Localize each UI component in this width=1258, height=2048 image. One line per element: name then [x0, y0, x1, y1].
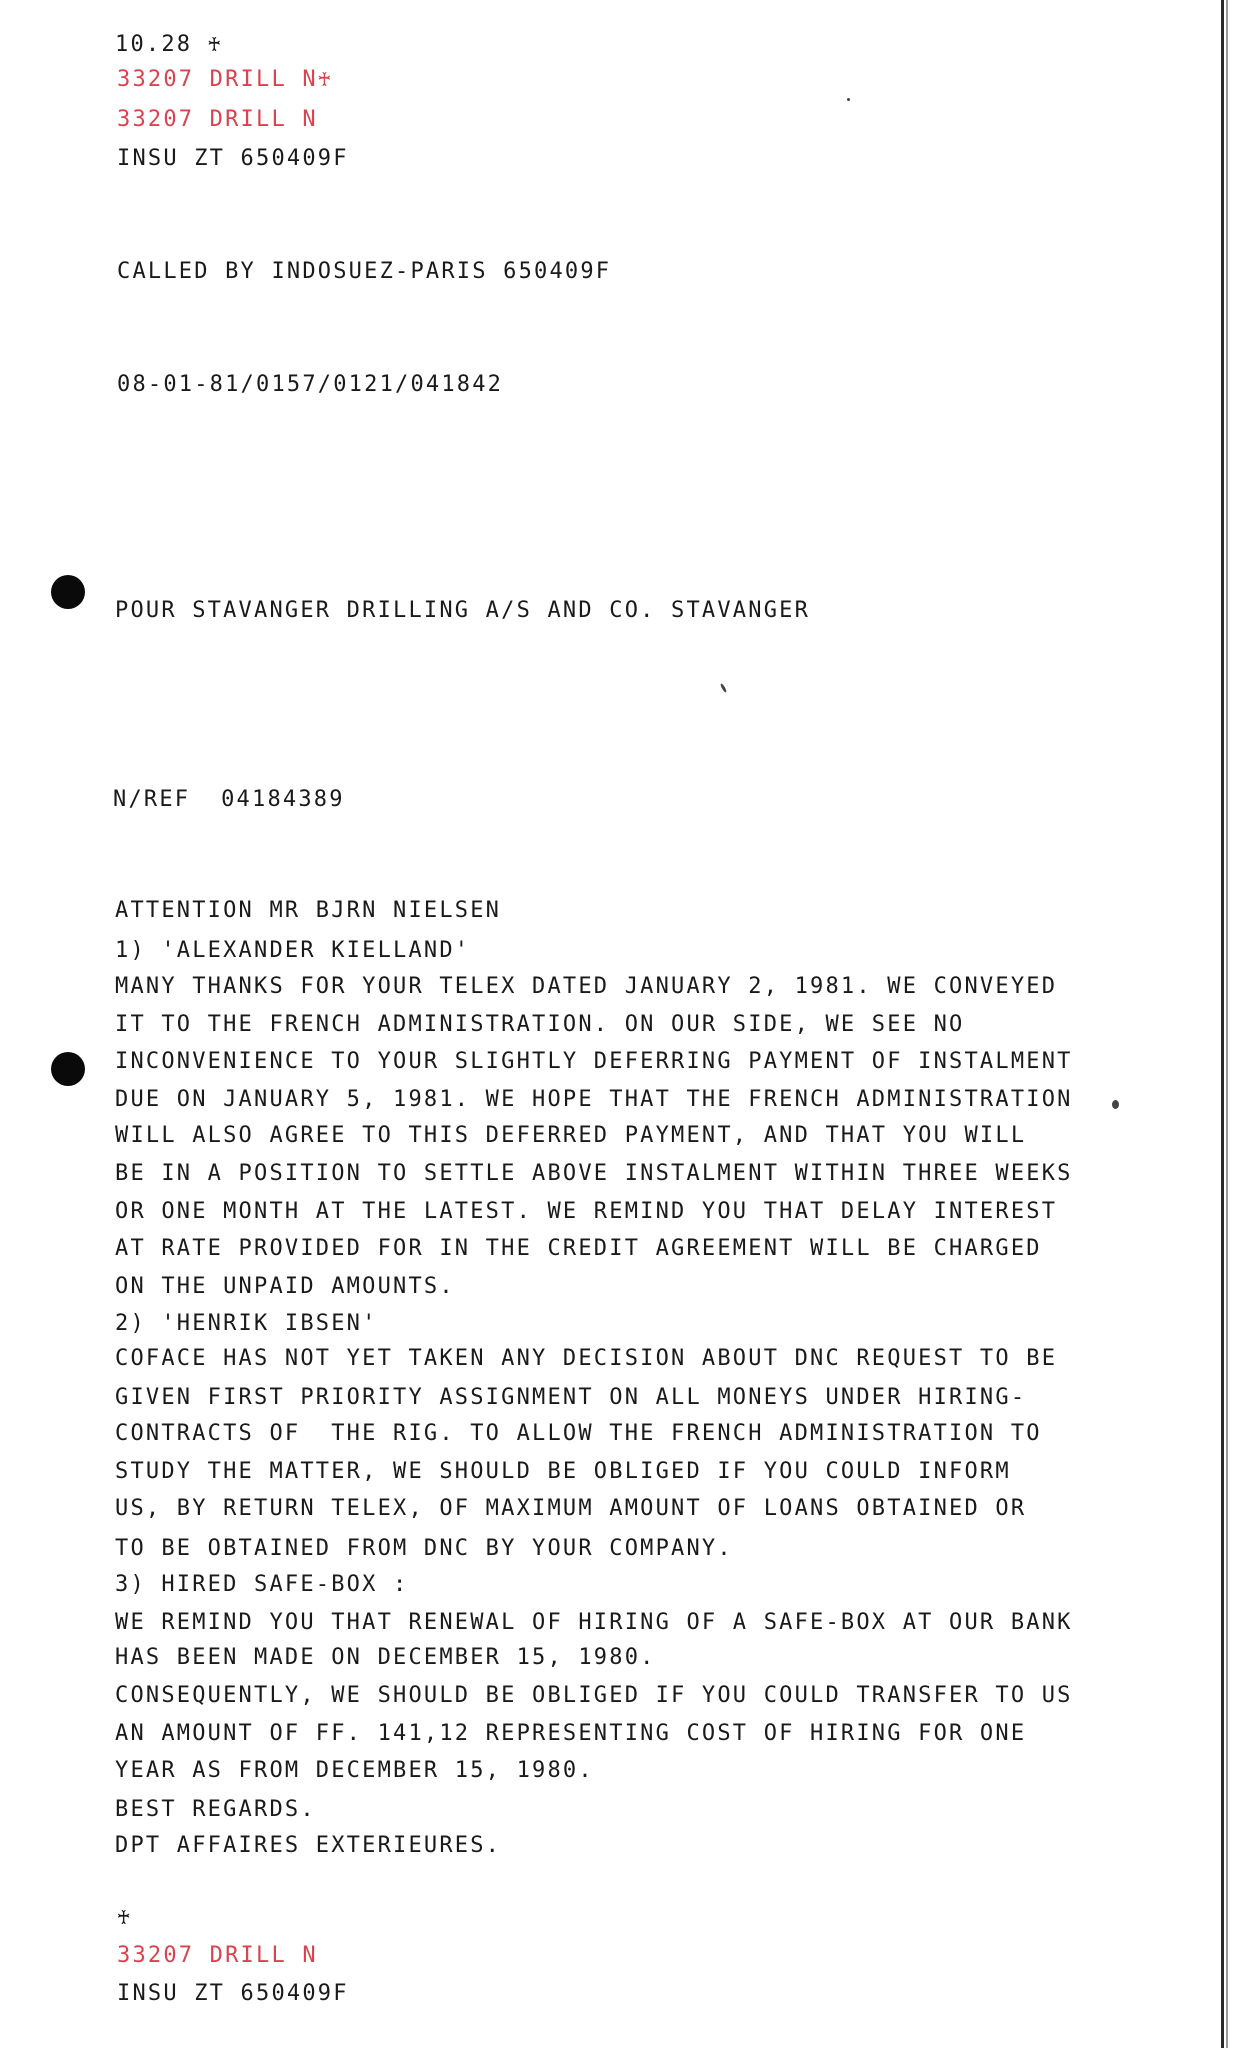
body-line: BEST REGARDS. [115, 1797, 316, 1822]
body-line: CONTRACTS OF THE RIG. TO ALLOW THE FRENCH ADMINISTRATION TO [115, 1421, 1042, 1446]
body-line: WILL ALSO AGREE TO THIS DEFERRED PAYMENT, AND THAT YOU WILL [115, 1123, 1027, 1148]
body-line: YEAR AS FROM DECEMBER 15, 1980. [115, 1758, 594, 1783]
message-reference: 08-01-81/0157/0121/041842 [117, 372, 504, 397]
body-line: MANY THANKS FOR YOUR TELEX DATED JANUARY 2, 1981. WE CONVEYED [115, 974, 1058, 999]
page-edge [1221, 0, 1224, 2048]
header-time: 10.28 ♰ [115, 32, 224, 57]
punch-hole-bottom [51, 1052, 85, 1086]
punch-hole-top [51, 575, 85, 609]
speck [720, 683, 728, 693]
body-line: BE IN A POSITION TO SETTLE ABOVE INSTALMENT WITHIN THREE WEEKS [115, 1161, 1073, 1186]
body-line: 2) 'HENRIK IBSEN' [115, 1311, 378, 1336]
addressee-line: POUR STAVANGER DRILLING A/S AND CO. STAVANGER [115, 598, 811, 623]
called-by-line: CALLED BY INDOSUEZ-PARIS 650409F [117, 259, 612, 284]
body-line: ON THE UNPAID AMOUNTS. [115, 1274, 455, 1299]
our-reference: N/REF 04184389 [113, 787, 345, 812]
footer-answerback: 33207 DRILL N [117, 1943, 318, 1968]
answerback-line-2: 33207 DRILL N [117, 107, 318, 132]
body-line: US, BY RETURN TELEX, OF MAXIMUM AMOUNT OF LOANS OBTAINED OR [115, 1496, 1027, 1521]
speck [847, 98, 850, 101]
body-line: IT TO THE FRENCH ADMINISTRATION. ON OUR SIDE, WE SEE NO [115, 1012, 965, 1037]
body-line: 1) 'ALEXANDER KIELLAND' [115, 938, 471, 963]
footer-sender-code: INSU ZT 650409F [117, 1981, 349, 2006]
body-line: TO BE OBTAINED FROM DNC BY YOUR COMPANY. [115, 1536, 733, 1561]
answerback-line-1: 33207 DRILL N♰ [117, 67, 334, 92]
body-line: AN AMOUNT OF FF. 141,12 REPRESENTING COST OF HIRING FOR ONE [115, 1721, 1027, 1746]
page-edge-shadow [1226, 0, 1228, 2048]
body-line: AT RATE PROVIDED FOR IN THE CREDIT AGREEMENT WILL BE CHARGED [115, 1236, 1042, 1261]
body-line: STUDY THE MATTER, WE SHOULD BE OBLIGED IF YOU COULD INFORM [115, 1459, 1011, 1484]
body-line: GIVEN FIRST PRIORITY ASSIGNMENT ON ALL MONEYS UNDER HIRING- [115, 1385, 1027, 1410]
body-line: DPT AFFAIRES EXTERIEURES. [115, 1833, 502, 1858]
body-line: CONSEQUENTLY, WE SHOULD BE OBLIGED IF YOU COULD TRANSFER TO US [115, 1683, 1073, 1708]
body-line: WE REMIND YOU THAT RENEWAL OF HIRING OF A SAFE-BOX AT OUR BANK [115, 1610, 1073, 1635]
body-line: DUE ON JANUARY 5, 1981. WE HOPE THAT THE FRENCH ADMINISTRATION [115, 1087, 1073, 1112]
body-line: OR ONE MONTH AT THE LATEST. WE REMIND YOU THAT DELAY INTEREST [115, 1199, 1058, 1224]
body-line: 3) HIRED SAFE-BOX : [115, 1572, 409, 1597]
body-line: COFACE HAS NOT YET TAKEN ANY DECISION ABOUT DNC REQUEST TO BE [115, 1346, 1058, 1371]
body-line: HAS BEEN MADE ON DECEMBER 15, 1980. [115, 1645, 656, 1670]
end-mark: ♰ [117, 1905, 133, 1930]
body-line: ATTENTION MR BJRN NIELSEN [115, 898, 502, 923]
speck [1112, 1100, 1119, 1109]
body-line: INCONVENIENCE TO YOUR SLIGHTLY DEFERRING PAYMENT OF INSTALMENT [115, 1049, 1073, 1074]
sender-code: INSU ZT 650409F [117, 146, 349, 171]
